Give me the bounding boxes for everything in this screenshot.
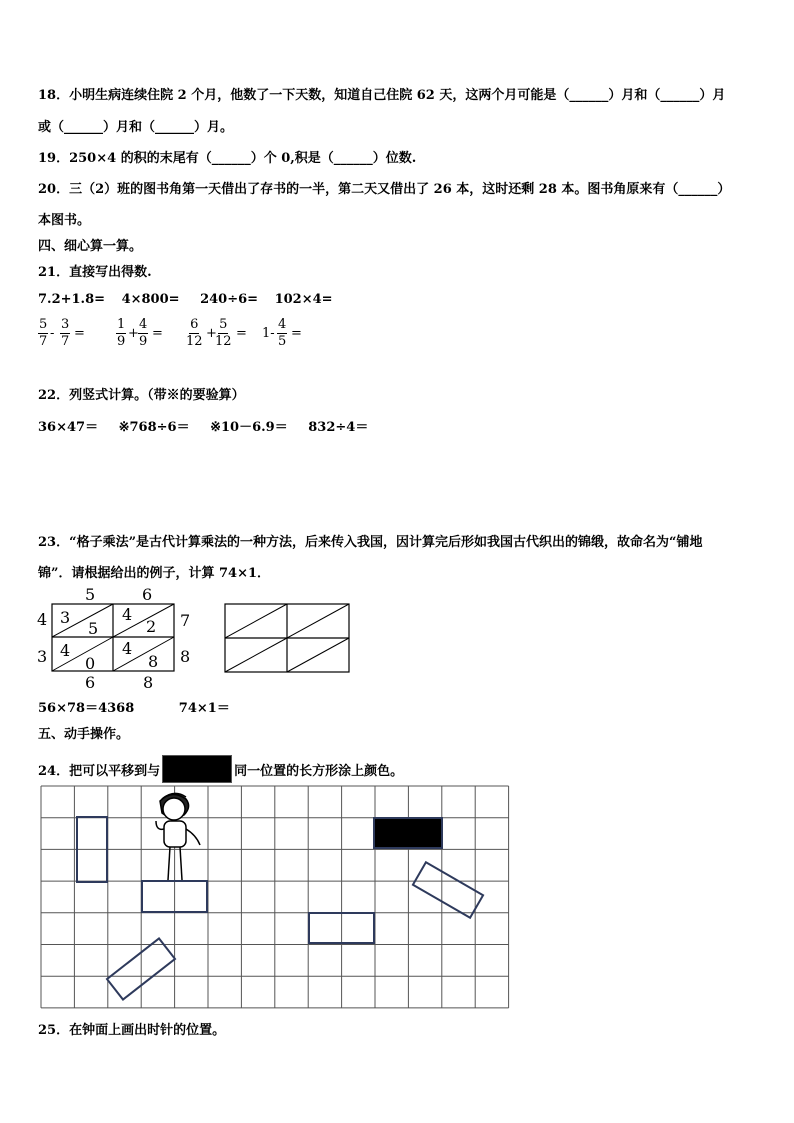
lattice-cell-2: 5 bbox=[88, 619, 99, 638]
q24-text bbox=[38, 755, 403, 783]
grid-rect-filled bbox=[374, 818, 442, 848]
q23-line1: 23．“格子乘法”是古代计算乘法的一种方法，后来传入我国，因计算完后形如我国古代织出的锦缎，故命名为“铺地 bbox=[38, 535, 703, 550]
lattice-left-2: 3 bbox=[37, 647, 48, 666]
q25-text: 25．在钟面上画出时针的位置。 bbox=[38, 1023, 226, 1038]
q23-example-equation: 56×78＝4368 bbox=[38, 701, 135, 716]
section-4-heading: 四、细心算一算。 bbox=[38, 239, 143, 254]
q22-items bbox=[38, 416, 368, 435]
q21-item-3: 240÷6= bbox=[200, 292, 259, 307]
lattice-top-1: 5 bbox=[85, 585, 96, 604]
q18-line1: 18．小明生病连续住院 2 个月，他数了一下天数，知道自己住院 62 天，这两个月可能是（______）月和（______）月 bbox=[38, 88, 726, 103]
section-5-heading: 五、动手操作。 bbox=[38, 727, 130, 742]
lattice-cell-7: 4 bbox=[122, 639, 133, 658]
lattice-cell-8: 8 bbox=[148, 652, 159, 671]
q19-text: 19．250×4 的积的末尾有（______）个 0,积是（______）位数. bbox=[38, 151, 417, 166]
q21-title: 21．直接写出得数. bbox=[38, 265, 152, 280]
q21-item-1: 7.2+1.8= bbox=[38, 292, 106, 307]
lattice-bottom-1: 6 bbox=[85, 673, 96, 692]
q20-line2: 本图书。 bbox=[38, 213, 91, 228]
q23-line2: 锦”．请根据给出的例子，计算 74×1． bbox=[38, 566, 271, 581]
q22-item-2: ※768÷6＝ bbox=[118, 420, 190, 435]
lattice-cell-3: 4 bbox=[122, 605, 133, 624]
q22-item-3: ※10－6.9＝ bbox=[210, 420, 288, 435]
boy-figure bbox=[156, 793, 200, 880]
lattice-blank bbox=[222, 601, 352, 676]
lattice-right-2: 8 bbox=[180, 647, 191, 666]
lattice-right-1: 7 bbox=[180, 611, 191, 630]
q24-text-after: 同一位置的长方形涂上颜色。 bbox=[234, 764, 404, 779]
q21-item-2: 4×800= bbox=[121, 292, 180, 307]
q21-row1 bbox=[38, 292, 333, 307]
q23-equations bbox=[38, 697, 230, 716]
lattice-bottom-2: 8 bbox=[143, 673, 154, 692]
q18-line2: 或（______）月和（______）月。 bbox=[38, 120, 234, 135]
lattice-cell-1: 3 bbox=[60, 608, 71, 627]
q22-title: 22．列竖式计算。（带※的要验算） bbox=[38, 388, 245, 403]
q24-reference-rect bbox=[162, 755, 232, 783]
q24-grid bbox=[40, 785, 510, 1010]
q21-item-4: 102×4= bbox=[274, 292, 333, 307]
lattice-example bbox=[30, 584, 200, 692]
lattice-top-2: 6 bbox=[142, 585, 153, 604]
q24-text-before: 24．把可以平移到与 bbox=[38, 764, 161, 779]
q23-answer-equation: 74×1＝ bbox=[178, 701, 230, 716]
lattice-cell-6: 0 bbox=[85, 654, 96, 673]
lattice-cell-4: 2 bbox=[146, 617, 157, 636]
q20-line1: 20．三（2）班的图书角第一天借出了存书的一半，第二天又借出了 26 本，这时还剩 28 本。图书角原来有（______） bbox=[38, 182, 731, 197]
lattice-left-1: 4 bbox=[37, 610, 48, 629]
grid-rect-tilted-right[interactable] bbox=[413, 862, 483, 918]
lattice-cell-5: 4 bbox=[60, 641, 71, 660]
q22-item-1: 36×47＝ bbox=[38, 420, 99, 435]
q22-item-4: 832÷4＝ bbox=[308, 420, 369, 435]
